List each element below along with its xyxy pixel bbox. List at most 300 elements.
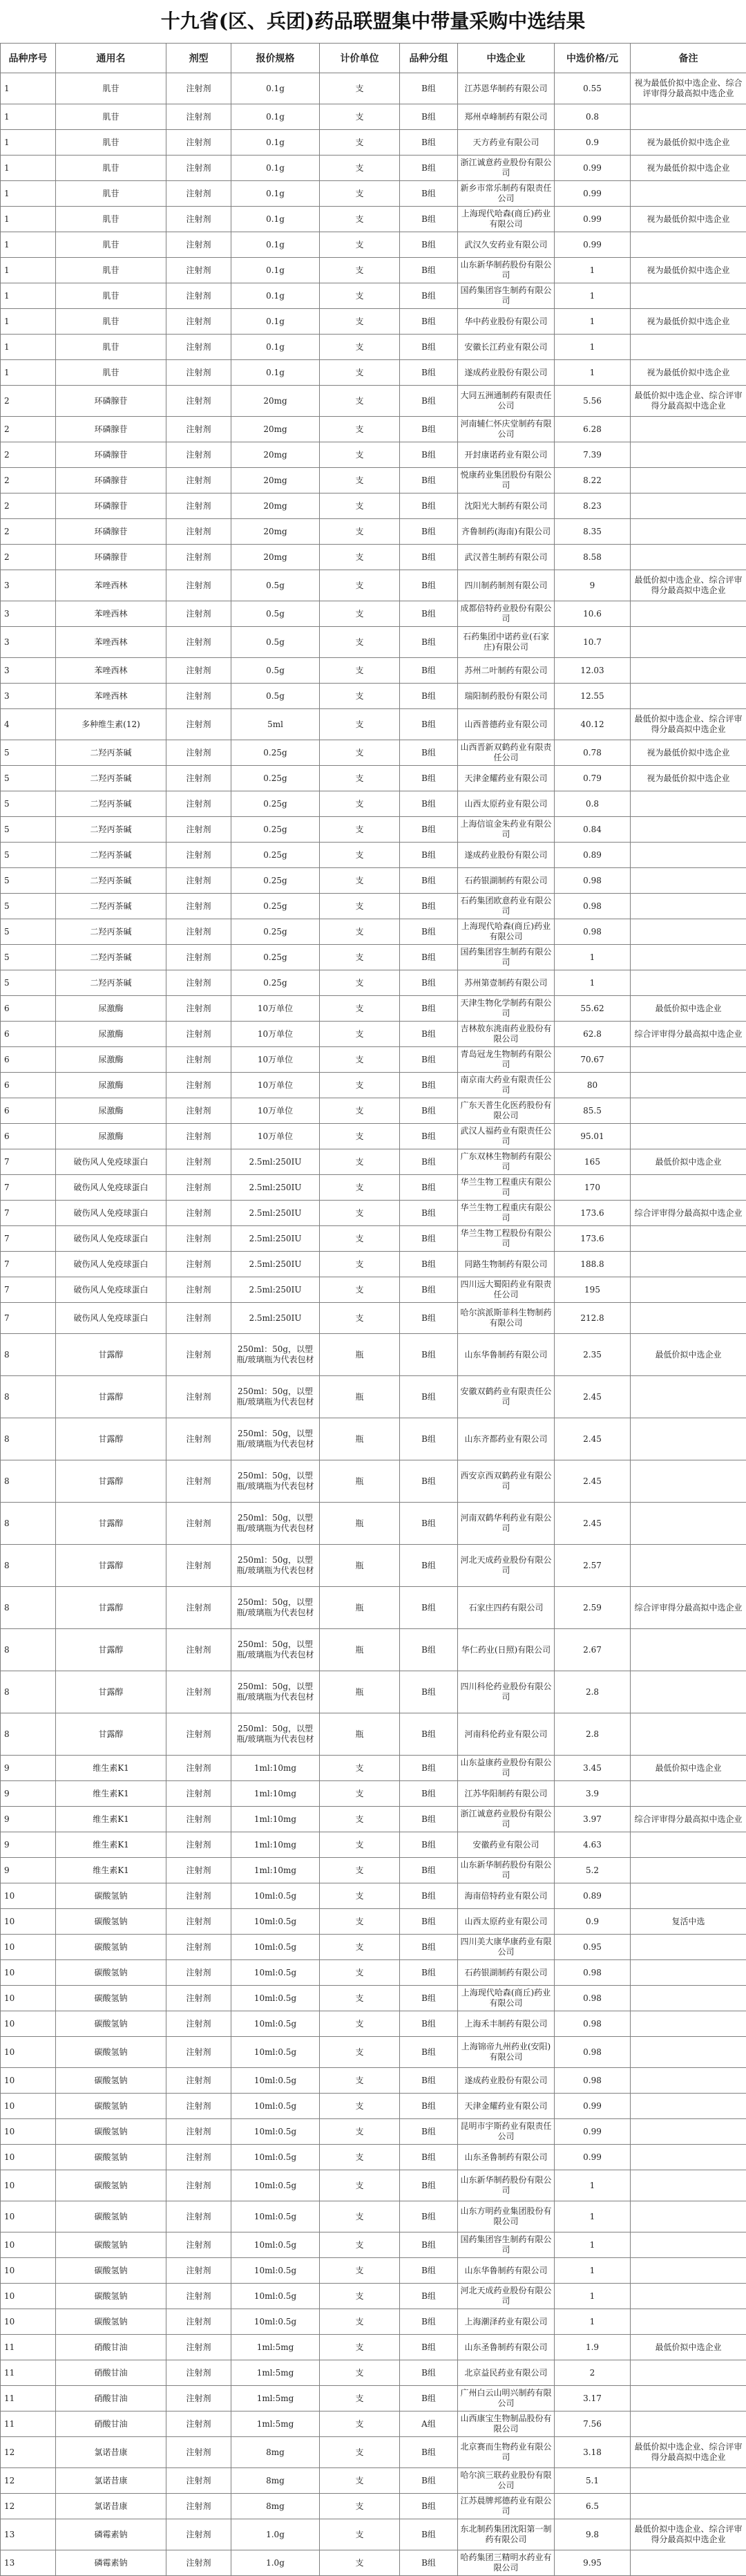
dosage-form-cell: 注射剂 xyxy=(166,601,231,627)
spec-cell: 250ml：50g，以塑瓶/玻璃瓶为代表包材 xyxy=(231,1629,320,1671)
group-cell: B组 xyxy=(400,1303,458,1334)
seq-cell: 8 xyxy=(1,1587,56,1629)
seq-cell: 1 xyxy=(1,360,56,386)
group-cell: B组 xyxy=(400,1022,458,1047)
seq-cell: 10 xyxy=(1,1960,56,1986)
spec-cell: 2.5ml:250IU xyxy=(231,1226,320,1252)
table-row xyxy=(1,2170,746,2201)
dosage-form-cell: 注射剂 xyxy=(166,1226,231,1252)
company-cell: 苏州二叶制药有限公司 xyxy=(458,658,555,684)
name-cell: 肌苷 xyxy=(56,335,166,360)
dosage-form-cell: 注射剂 xyxy=(166,2437,231,2468)
table-row xyxy=(1,519,746,545)
group-cell: B组 xyxy=(400,2360,458,2386)
spec-cell: 20mg xyxy=(231,545,320,570)
group-cell: B组 xyxy=(400,2232,458,2258)
company-cell: 国药集团容生制药有限公司 xyxy=(458,945,555,970)
price-cell: 0.89 xyxy=(555,843,631,868)
price-cell: 10.7 xyxy=(555,627,631,658)
name-cell: 环磷腺苷 xyxy=(56,545,166,570)
unit-cell: 支 xyxy=(320,1858,400,1883)
note-cell xyxy=(631,2068,746,2094)
spec-cell: 5ml xyxy=(231,709,320,740)
table-row xyxy=(1,996,746,1022)
table-row xyxy=(1,130,746,156)
name-cell: 磷霉素钠 xyxy=(56,2519,166,2550)
company-cell: 上海信谊金朱药业有限公司 xyxy=(458,817,555,843)
price-cell: 0.98 xyxy=(555,894,631,919)
name-cell: 尿激酶 xyxy=(56,996,166,1022)
name-cell: 尿激酶 xyxy=(56,1098,166,1124)
table-row xyxy=(1,1175,746,1201)
dosage-form-cell: 注射剂 xyxy=(166,1376,231,1418)
name-cell: 碳酸氢钠 xyxy=(56,2037,166,2068)
note-cell: 视为最低价拟中选企业 xyxy=(631,740,746,766)
dosage-form-cell: 注射剂 xyxy=(166,1832,231,1858)
group-cell: B组 xyxy=(400,2258,458,2284)
spec-cell: 250ml：50g，以塑瓶/玻璃瓶为代表包材 xyxy=(231,1460,320,1503)
price-cell: 1 xyxy=(555,258,631,283)
group-cell: B组 xyxy=(400,2494,458,2519)
spec-cell: 2.5ml:250IU xyxy=(231,1201,320,1226)
unit-cell: 支 xyxy=(320,627,400,658)
company-cell: 国药集团容生制药有限公司 xyxy=(458,283,555,309)
note-cell: 最低价拟中选企业、综合评审得分最高拟中选企业 xyxy=(631,709,746,740)
note-cell xyxy=(631,2494,746,2519)
price-cell: 212.8 xyxy=(555,1303,631,1334)
spec-cell: 10ml:0.5g xyxy=(231,2119,320,2145)
note-cell xyxy=(631,1226,746,1252)
name-cell: 破伤风人免疫球蛋白 xyxy=(56,1201,166,1226)
dosage-form-cell: 注射剂 xyxy=(166,1807,231,1832)
price-cell: 9 xyxy=(555,570,631,601)
group-cell: B组 xyxy=(400,1883,458,1909)
group-cell: B组 xyxy=(400,309,458,335)
price-cell: 0.78 xyxy=(555,740,631,766)
name-cell: 尿激酶 xyxy=(56,1022,166,1047)
note-cell xyxy=(631,817,746,843)
dosage-form-cell: 注射剂 xyxy=(166,1858,231,1883)
company-cell: 山东新华制药股份有限公司 xyxy=(458,1858,555,1883)
seq-cell: 8 xyxy=(1,1671,56,1713)
seq-cell: 11 xyxy=(1,2360,56,2386)
dosage-form-cell: 注射剂 xyxy=(166,627,231,658)
header-cell: 品种分组 xyxy=(400,44,458,73)
seq-cell: 8 xyxy=(1,1629,56,1671)
seq-cell: 13 xyxy=(1,2519,56,2550)
note-cell xyxy=(631,843,746,868)
price-cell: 80 xyxy=(555,1073,631,1098)
dosage-form-cell: 注射剂 xyxy=(166,181,231,207)
name-cell: 环磷腺苷 xyxy=(56,442,166,468)
price-cell: 0.99 xyxy=(555,2145,631,2170)
seq-cell: 12 xyxy=(1,2468,56,2494)
seq-cell: 5 xyxy=(1,766,56,791)
unit-cell: 支 xyxy=(320,1909,400,1935)
table-row xyxy=(1,1883,746,1909)
name-cell: 肌苷 xyxy=(56,104,166,130)
seq-cell: 10 xyxy=(1,2170,56,2201)
name-cell: 尿激酶 xyxy=(56,1124,166,1149)
unit-cell: 瓶 xyxy=(320,1503,400,1545)
name-cell: 尿激酶 xyxy=(56,1073,166,1098)
table-row xyxy=(1,970,746,996)
company-cell: 哈药集团三精明水药业有限公司 xyxy=(458,2550,555,2576)
table-row xyxy=(1,2335,746,2360)
seq-cell: 8 xyxy=(1,1334,56,1376)
unit-cell: 支 xyxy=(320,309,400,335)
spec-cell: 0.25g xyxy=(231,868,320,894)
price-cell: 12.03 xyxy=(555,658,631,684)
seq-cell: 9 xyxy=(1,1781,56,1807)
company-cell: 遂成药业股份有限公司 xyxy=(458,360,555,386)
name-cell: 甘露醇 xyxy=(56,1587,166,1629)
table-row xyxy=(1,2258,746,2284)
group-cell: B组 xyxy=(400,1098,458,1124)
unit-cell: 支 xyxy=(320,2170,400,2201)
results-table xyxy=(0,43,746,2576)
dosage-form-cell: 注射剂 xyxy=(166,232,231,258)
table-row xyxy=(1,1201,746,1226)
note-cell xyxy=(631,1124,746,1149)
company-cell: 浙江诚意药业股份有限公司 xyxy=(458,1807,555,1832)
dosage-form-cell: 注射剂 xyxy=(166,2386,231,2412)
note-cell xyxy=(631,519,746,545)
name-cell: 甘露醇 xyxy=(56,1503,166,1545)
unit-cell: 支 xyxy=(320,2360,400,2386)
spec-cell: 20mg xyxy=(231,442,320,468)
unit-cell: 支 xyxy=(320,996,400,1022)
seq-cell: 2 xyxy=(1,545,56,570)
table-row xyxy=(1,1858,746,1883)
price-cell: 188.8 xyxy=(555,1252,631,1277)
spec-cell: 0.1g xyxy=(231,232,320,258)
note-cell xyxy=(631,1503,746,1545)
unit-cell: 支 xyxy=(320,2201,400,2232)
company-cell: 遂成药业股份有限公司 xyxy=(458,2068,555,2094)
note-cell xyxy=(631,1277,746,1303)
seq-cell: 2 xyxy=(1,468,56,493)
company-cell: 开封康诺药业有限公司 xyxy=(458,442,555,468)
dosage-form-cell: 注射剂 xyxy=(166,1460,231,1503)
name-cell: 甘露醇 xyxy=(56,1460,166,1503)
seq-cell: 5 xyxy=(1,919,56,945)
dosage-form-cell: 注射剂 xyxy=(166,2284,231,2309)
spec-cell: 1ml:10mg xyxy=(231,1858,320,1883)
unit-cell: 支 xyxy=(320,1201,400,1226)
dosage-form-cell: 注射剂 xyxy=(166,1073,231,1098)
group-cell: B组 xyxy=(400,468,458,493)
group-cell: B组 xyxy=(400,156,458,181)
spec-cell: 20mg xyxy=(231,468,320,493)
group-cell: B组 xyxy=(400,1252,458,1277)
name-cell: 环磷腺苷 xyxy=(56,493,166,519)
spec-cell: 10ml:0.5g xyxy=(231,2284,320,2309)
unit-cell: 支 xyxy=(320,417,400,442)
unit-cell: 支 xyxy=(320,519,400,545)
seq-cell: 6 xyxy=(1,1022,56,1047)
group-cell: B组 xyxy=(400,1858,458,1883)
company-cell: 遂成药业股份有限公司 xyxy=(458,843,555,868)
dosage-form-cell: 注射剂 xyxy=(166,1587,231,1629)
table-row xyxy=(1,2201,746,2232)
note-cell xyxy=(631,2309,746,2335)
seq-cell: 10 xyxy=(1,2258,56,2284)
spec-cell: 0.25g xyxy=(231,945,320,970)
group-cell: B组 xyxy=(400,130,458,156)
company-cell: 山东华鲁制药有限公司 xyxy=(458,2258,555,2284)
group-cell: B组 xyxy=(400,970,458,996)
company-cell: 山西康宝生物制品股份有限公司 xyxy=(458,2412,555,2437)
note-cell xyxy=(631,2550,746,2576)
group-cell: B组 xyxy=(400,1149,458,1175)
price-cell: 0.98 xyxy=(555,2068,631,2094)
table-row xyxy=(1,2468,746,2494)
table-row xyxy=(1,2037,746,2068)
group-cell: B组 xyxy=(400,335,458,360)
name-cell: 环磷腺苷 xyxy=(56,519,166,545)
note-cell: 综合评审得分最高拟中选企业 xyxy=(631,1587,746,1629)
seq-cell: 2 xyxy=(1,417,56,442)
name-cell: 碳酸氢钠 xyxy=(56,1960,166,1986)
group-cell: B组 xyxy=(400,945,458,970)
company-cell: 安徽药业有限公司 xyxy=(458,1832,555,1858)
note-cell xyxy=(631,868,746,894)
unit-cell: 支 xyxy=(320,1986,400,2011)
seq-cell: 2 xyxy=(1,442,56,468)
unit-cell: 支 xyxy=(320,2011,400,2037)
note-cell xyxy=(631,919,746,945)
spec-cell: 10ml:0.5g xyxy=(231,1935,320,1960)
table-row xyxy=(1,2519,746,2550)
company-cell: 安徽双鹤药业有限责任公司 xyxy=(458,1376,555,1418)
unit-cell: 支 xyxy=(320,1303,400,1334)
company-cell: 悦康药业集团股份有限公司 xyxy=(458,468,555,493)
unit-cell: 支 xyxy=(320,1073,400,1098)
unit-cell: 支 xyxy=(320,570,400,601)
company-cell: 沈阳光大制药有限公司 xyxy=(458,493,555,519)
seq-cell: 5 xyxy=(1,740,56,766)
dosage-form-cell: 注射剂 xyxy=(166,360,231,386)
company-cell: 广东双林生物制药有限公司 xyxy=(458,1149,555,1175)
dosage-form-cell: 注射剂 xyxy=(166,1252,231,1277)
name-cell: 破伤风人免疫球蛋白 xyxy=(56,1252,166,1277)
price-cell: 0.98 xyxy=(555,1960,631,1986)
seq-cell: 7 xyxy=(1,1226,56,1252)
dosage-form-cell: 注射剂 xyxy=(166,1756,231,1781)
dosage-form-cell: 注射剂 xyxy=(166,2232,231,2258)
header-cell: 剂型 xyxy=(166,44,231,73)
name-cell: 破伤风人免疫球蛋白 xyxy=(56,1277,166,1303)
note-cell: 最低价拟中选企业、综合评审得分最高拟中选企业 xyxy=(631,570,746,601)
note-cell xyxy=(631,232,746,258)
group-cell: B组 xyxy=(400,519,458,545)
table-row xyxy=(1,658,746,684)
note-cell: 最低价拟中选企业 xyxy=(631,1149,746,1175)
company-cell: 江苏晨牌邦德药业有限公司 xyxy=(458,2494,555,2519)
dosage-form-cell: 注射剂 xyxy=(166,2309,231,2335)
price-cell: 1.9 xyxy=(555,2335,631,2360)
price-cell: 0.89 xyxy=(555,1883,631,1909)
table-row xyxy=(1,2437,746,2468)
unit-cell: 支 xyxy=(320,2037,400,2068)
group-cell: B组 xyxy=(400,2468,458,2494)
seq-cell: 1 xyxy=(1,335,56,360)
dosage-form-cell: 注射剂 xyxy=(166,283,231,309)
seq-cell: 12 xyxy=(1,2494,56,2519)
seq-cell: 8 xyxy=(1,1460,56,1503)
unit-cell: 支 xyxy=(320,2309,400,2335)
dosage-form-cell: 注射剂 xyxy=(166,417,231,442)
spec-cell: 0.5g xyxy=(231,658,320,684)
name-cell: 二羟丙茶碱 xyxy=(56,970,166,996)
company-cell: 山东齐都药业有限公司 xyxy=(458,1418,555,1460)
spec-cell: 250ml：50g，以塑瓶/玻璃瓶为代表包材 xyxy=(231,1334,320,1376)
unit-cell: 支 xyxy=(320,1807,400,1832)
spec-cell: 250ml：50g，以塑瓶/玻璃瓶为代表包材 xyxy=(231,1418,320,1460)
group-cell: B组 xyxy=(400,1909,458,1935)
dosage-form-cell: 注射剂 xyxy=(166,766,231,791)
group-cell: B组 xyxy=(400,817,458,843)
name-cell: 碳酸氢钠 xyxy=(56,2068,166,2094)
table-row xyxy=(1,2068,746,2094)
unit-cell: 支 xyxy=(320,1047,400,1073)
spec-cell: 10万单位 xyxy=(231,1073,320,1098)
unit-cell: 支 xyxy=(320,1960,400,1986)
note-cell: 视为最低价拟中选企业 xyxy=(631,156,746,181)
seq-cell: 8 xyxy=(1,1418,56,1460)
seq-cell: 9 xyxy=(1,1807,56,1832)
unit-cell: 支 xyxy=(320,1781,400,1807)
table-row xyxy=(1,2011,746,2037)
company-cell: 吉林敖东洮南药业股份有限公司 xyxy=(458,1022,555,1047)
price-cell: 8.22 xyxy=(555,468,631,493)
company-cell: 哈尔滨三联药业股份有限公司 xyxy=(458,2468,555,2494)
price-cell: 0.99 xyxy=(555,181,631,207)
seq-cell: 6 xyxy=(1,1124,56,1149)
company-cell: 武汉普生制药有限公司 xyxy=(458,545,555,570)
name-cell: 甘露醇 xyxy=(56,1545,166,1587)
seq-cell: 3 xyxy=(1,627,56,658)
spec-cell: 1ml:10mg xyxy=(231,1781,320,1807)
price-cell: 173.6 xyxy=(555,1226,631,1252)
company-cell: 河南科伦药业有限公司 xyxy=(458,1713,555,1756)
group-cell: B组 xyxy=(400,283,458,309)
name-cell: 环磷腺苷 xyxy=(56,468,166,493)
company-cell: 华中药业股份有限公司 xyxy=(458,309,555,335)
price-cell: 0.99 xyxy=(555,232,631,258)
note-cell xyxy=(631,335,746,360)
note-cell xyxy=(631,545,746,570)
price-cell: 2.45 xyxy=(555,1376,631,1418)
company-cell: 上海锦帝九州药业(安阳)有限公司 xyxy=(458,2037,555,2068)
note-cell: 最低价拟中选企业 xyxy=(631,2335,746,2360)
table-row xyxy=(1,945,746,970)
note-cell xyxy=(631,1376,746,1418)
company-cell: 苏州第壹制药有限公司 xyxy=(458,970,555,996)
price-cell: 70.67 xyxy=(555,1047,631,1073)
unit-cell: 瓶 xyxy=(320,1418,400,1460)
group-cell: B组 xyxy=(400,843,458,868)
dosage-form-cell: 注射剂 xyxy=(166,2468,231,2494)
price-cell: 1 xyxy=(555,2201,631,2232)
seq-cell: 3 xyxy=(1,684,56,709)
unit-cell: 支 xyxy=(320,2437,400,2468)
dosage-form-cell: 注射剂 xyxy=(166,2360,231,2386)
company-cell: 四川制药制剂有限公司 xyxy=(458,570,555,601)
note-cell: 最低价拟中选企业 xyxy=(631,1756,746,1781)
price-cell: 62.8 xyxy=(555,1022,631,1047)
group-cell: B组 xyxy=(400,740,458,766)
price-cell: 3.97 xyxy=(555,1807,631,1832)
name-cell: 肌苷 xyxy=(56,309,166,335)
unit-cell: 支 xyxy=(320,104,400,130)
unit-cell: 支 xyxy=(320,232,400,258)
table-row xyxy=(1,740,746,766)
name-cell: 肌苷 xyxy=(56,258,166,283)
note-cell xyxy=(631,1175,746,1201)
seq-cell: 10 xyxy=(1,1935,56,1960)
company-cell: 山东新华制药股份有限公司 xyxy=(458,2170,555,2201)
dosage-form-cell: 注射剂 xyxy=(166,658,231,684)
price-cell: 2.67 xyxy=(555,1629,631,1671)
group-cell: B组 xyxy=(400,868,458,894)
name-cell: 氯诺昔康 xyxy=(56,2468,166,2494)
table-row xyxy=(1,2232,746,2258)
group-cell: B组 xyxy=(400,1756,458,1781)
price-cell: 12.55 xyxy=(555,684,631,709)
group-cell: B组 xyxy=(400,709,458,740)
name-cell: 甘露醇 xyxy=(56,1629,166,1671)
group-cell: B组 xyxy=(400,2386,458,2412)
company-cell: 北京益民药业有限公司 xyxy=(458,2360,555,2386)
dosage-form-cell: 注射剂 xyxy=(166,1418,231,1460)
company-cell: 郑州卓峰制药有限公司 xyxy=(458,104,555,130)
name-cell: 碳酸氢钠 xyxy=(56,2258,166,2284)
name-cell: 二羟丙茶碱 xyxy=(56,945,166,970)
spec-cell: 0.5g xyxy=(231,627,320,658)
company-cell: 东北制药集团沈阳第一制药有限公司 xyxy=(458,2519,555,2550)
company-cell: 山东方明药业集团股份有限公司 xyxy=(458,2201,555,2232)
group-cell: B组 xyxy=(400,181,458,207)
table-row xyxy=(1,2284,746,2309)
spec-cell: 0.1g xyxy=(231,156,320,181)
table-row xyxy=(1,1545,746,1587)
header-cell: 品种序号 xyxy=(1,44,56,73)
group-cell: B组 xyxy=(400,1960,458,1986)
page-title: 十九省(区、兵团)药品联盟集中带量采购中选结果 xyxy=(0,0,746,43)
price-cell: 6.28 xyxy=(555,417,631,442)
name-cell: 维生素K1 xyxy=(56,1756,166,1781)
group-cell: B组 xyxy=(400,1073,458,1098)
table-row xyxy=(1,1629,746,1671)
group-cell: B组 xyxy=(400,1781,458,1807)
spec-cell: 0.1g xyxy=(231,104,320,130)
unit-cell: 支 xyxy=(320,2232,400,2258)
group-cell: B组 xyxy=(400,1418,458,1460)
table-row xyxy=(1,2119,746,2145)
unit-cell: 支 xyxy=(320,1277,400,1303)
note-cell xyxy=(631,1883,746,1909)
name-cell: 破伤风人免疫球蛋白 xyxy=(56,1303,166,1334)
group-cell: B组 xyxy=(400,1832,458,1858)
dosage-form-cell: 注射剂 xyxy=(166,1303,231,1334)
seq-cell: 5 xyxy=(1,894,56,919)
group-cell: B组 xyxy=(400,1671,458,1713)
dosage-form-cell: 注射剂 xyxy=(166,1781,231,1807)
company-cell: 西安京西双鹤药业有限公司 xyxy=(458,1460,555,1503)
company-cell: 上海现代哈森(商丘)药业有限公司 xyxy=(458,1986,555,2011)
